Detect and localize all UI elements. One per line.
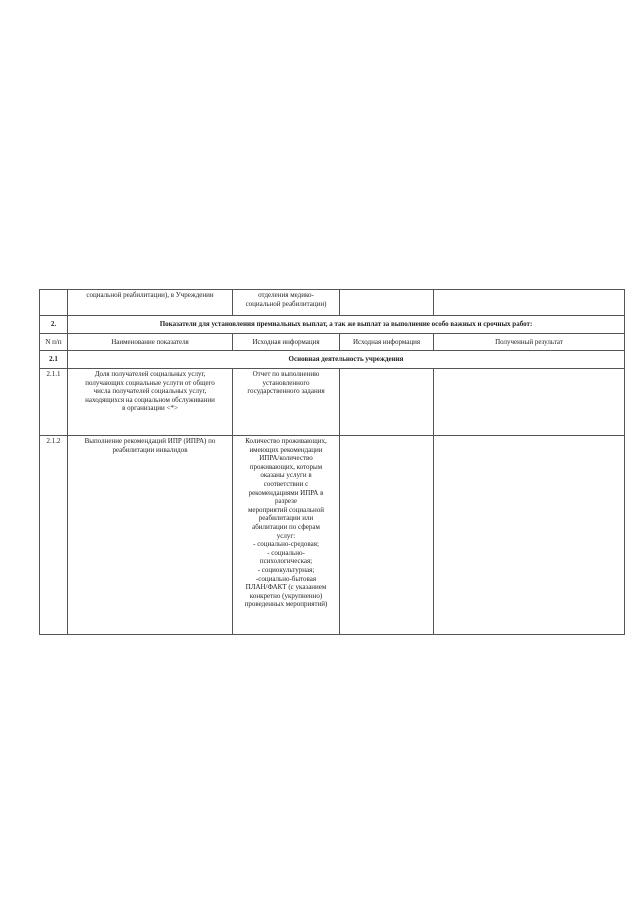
table-row [40,290,625,316]
table-row [40,436,625,635]
table-row [40,369,625,436]
cell-info-2 [340,436,434,635]
cell-info: Количество проживающих, имеющих рекомендации ИПРА/количество проживающих, которым оказаны услуги в соответствии с рекомендациями ИПРА в разрезе мероприятий социальной реабилитации или абилитации по сферам услуг: - социально-средовая; - социально- психологическая; - социокультурная; -социально-бытовая ПЛАН/ФАКТ (с указанием конкретно (укрупненно) проведенных мероприятий) [233,436,340,635]
cell-name: Выполнение рекомендаций ИПР (ИПРА) по реабилитации инвалидов [68,436,233,635]
subsection-row [40,351,625,369]
header-row [40,334,625,351]
cell-result [434,369,625,436]
cell-info: Отчет по выполнению установленного государственного задания [233,369,340,436]
cell-info-2 [340,290,434,316]
cell-info-2 [340,369,434,436]
header-name: Наименование показателя [68,334,233,351]
header-info: Исходная информация [233,334,340,351]
cell-num [40,290,68,316]
header-info-2: Исходная информация [340,334,434,351]
indicators-table [39,289,625,635]
cell-result [434,436,625,635]
subsection-number: 2.1 [40,351,68,369]
header-num: N п/п [40,334,68,351]
section-title: Показатели для установления премиальных выплат, а так же выплат за выполнение особо важных и срочных работ: [68,316,625,334]
subsection-title: Основная деятельность учреждения [68,351,625,369]
cell-name: Доля получателей социальных услуг, получающих социальные услуги от общего числа получателей социальных услуг, находящихся на социальном обслуживании в организации <*> [68,369,233,436]
header-result: Полученный результат [434,334,625,351]
section-row [40,316,625,334]
cell-name: социальной реабилитации), в Учреждении [68,290,233,316]
cell-num: 2.1.1 [40,369,68,436]
cell-result [434,290,625,316]
section-number: 2. [40,316,68,334]
cell-num: 2.1.2 [40,436,68,635]
cell-info: отделения медико- социальной реабилитации) [233,290,340,316]
